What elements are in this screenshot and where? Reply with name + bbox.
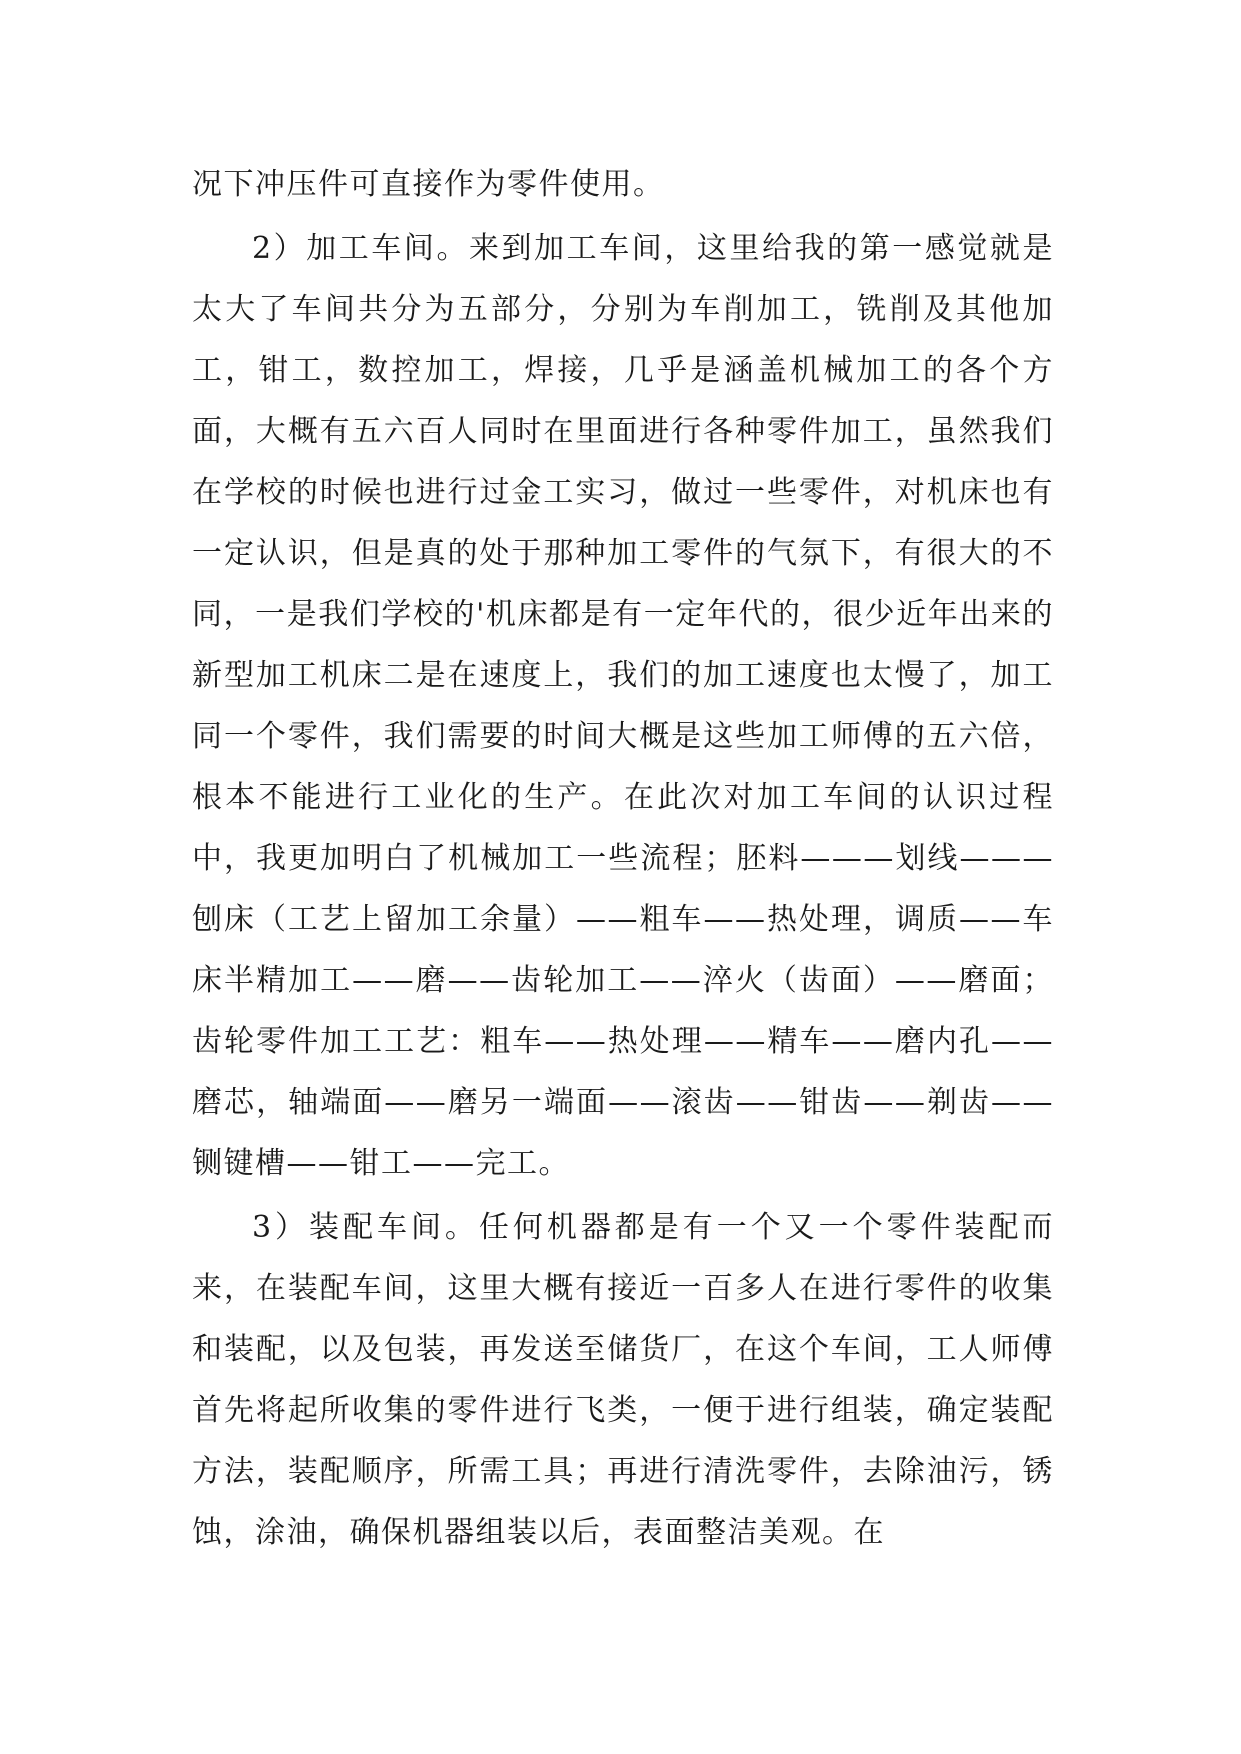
paragraph-continuation: 况下冲压件可直接作为零件使用。 [192,167,665,202]
paragraph-machining-workshop: 2）加工车间。来到加工车间，这里给我的第一感觉就是太大了车间共分为五部分，分别为车削加工，铣削及其他加工，钳工，数控加工，焊接，几乎是涵盖机械加工的各个方面，大概有五六百人同时在里面进行各种零件加工，虽然我们在学校的时候也进行过金工实习，做过一些零件，对机床也有一定认识，但是真的处于那种加工零件的气氛下，有很大的不同，一是我们学校的'机床都是有一定年代的，很少近年出来的新型加工机床二是在速度上，我们的加工速度也太慢了，加工同一个零件，我们需要的时间大概是这些加工师傅的五六倍，根本不能进行工业化的生产。在此次对加工车间的认识过程中，我更加明白了机械加工一些流程；胚料———划线———刨床（工艺上留加工余量）——粗车——热处理，调质——车床半精加工——磨——齿轮加工——淬火（齿面）——磨面；齿轮零件加工工艺：粗车——热处理——精车——磨内孔——磨芯，轴端面——磨另一端面——滚齿——钳齿——剃齿——铡键槽——钳工——完工。 [192,231,1054,1181]
document-body [192,154,1054,1566]
paragraph-assembly-workshop: 3）装配车间。任何机器都是有一个又一个零件装配而来，在装配车间，这里大概有接近一百多人在进行零件的收集和装配，以及包装，再发送至储货厂，在这个车间，工人师傅首先将起所收集的零件进行飞类，一便于进行组装，确定装配方法，装配顺序，所需工具；再进行清洗零件，去除油污，锈蚀，涂油，确保机器组装以后，表面整洁美观。在 [192,1210,1054,1550]
